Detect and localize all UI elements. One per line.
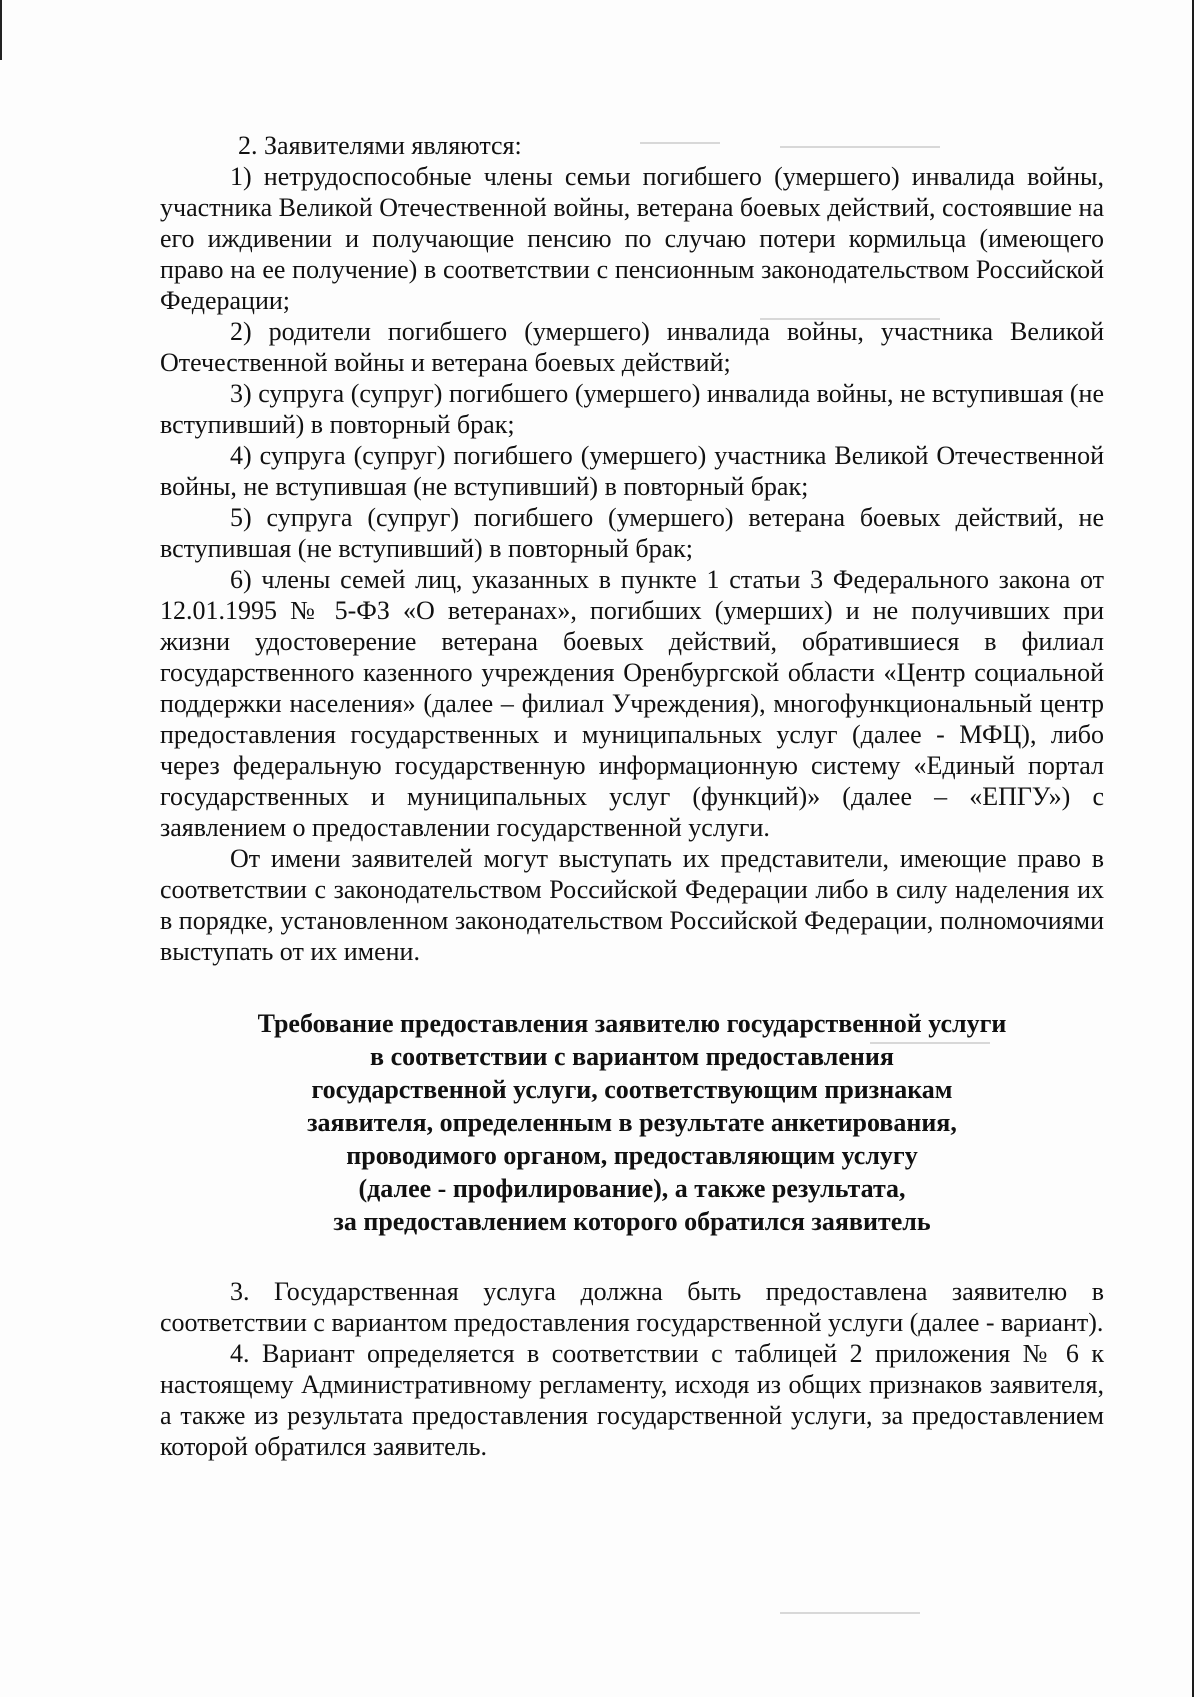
scan-edge-mark bbox=[0, 0, 2, 60]
clause-2-intro: 2. Заявителями являются: bbox=[238, 131, 522, 160]
applicant-item-4: 4) супруга (супруг) погибшего (умершего) участника Великой Отечественной войны, не вступившая (не вступивший) в повторный брак; bbox=[160, 441, 1104, 501]
heading-line: в соответствии с вариантом предоставления bbox=[370, 1042, 894, 1071]
scan-edge-line bbox=[1192, 0, 1194, 1697]
applicant-item-2: 2) родители погибшего (умершего) инвалида войны, участника Великой Отечественной войны и ветерана боевых действий; bbox=[160, 317, 1104, 377]
clause-4: 4. Вариант определяется в соответствии с таблицей 2 приложения № 6 к настоящему Административному регламенту, исходя из общих признаков заявителя, а также из результата предоставления государственной услуги, за предоставлением которой обратился заявитель. bbox=[160, 1339, 1104, 1461]
representatives-paragraph: От имени заявителей могут выступать их представители, имеющие право в соответствии с законодательством Российской Федерации либо в силу наделения их в порядке, установленном законодательством Российской Федерации, полномочиями выступать от их имени. bbox=[160, 844, 1104, 966]
heading-line: государственной услуги, соответствующим признакам bbox=[311, 1075, 953, 1104]
document-body bbox=[160, 130, 1104, 1462]
heading-line: (далее - профилирование), а также результата, bbox=[358, 1174, 906, 1203]
scan-noise bbox=[780, 1612, 920, 1614]
section-heading bbox=[160, 1007, 1104, 1238]
heading-line: проводимого органом, предоставляющим услугу bbox=[346, 1141, 918, 1170]
applicant-item-1: 1) нетрудоспособные члены семьи погибшего (умершего) инвалида войны, участника Великой Отечественной войны, ветерана боевых действий, состоявшие на его иждивении и получающие пенсию по случаю потери кормильца (имеющего право на ее получение) в соответствии с пенсионным законодательством Российской Федерации; bbox=[160, 162, 1104, 315]
heading-line: заявителя, определенным в результате анкетирования, bbox=[307, 1108, 957, 1137]
applicant-item-5: 5) супруга (супруг) погибшего (умершего) ветерана боевых действий, не вступившая (не вступивший) в повторный брак; bbox=[160, 503, 1104, 563]
clause-3: 3. Государственная услуга должна быть предоставлена заявителю в соответствии с вариантом предоставления государственной услуги (далее - вариант). bbox=[160, 1277, 1104, 1337]
applicant-item-3: 3) супруга (супруг) погибшего (умершего) инвалида войны, не вступившая (не вступивший) в повторный брак; bbox=[160, 379, 1104, 439]
heading-line: за предоставлением которого обратился заявитель bbox=[333, 1207, 931, 1236]
heading-line: Требование предоставления заявителю государственной услуги bbox=[257, 1009, 1007, 1038]
applicant-item-6: 6) члены семей лиц, указанных в пункте 1 статьи 3 Федерального закона от 12.01.1995 № 5-ФЗ «О ветеранах», погибших (умерших) и не получивших при жизни удостоверение ветерана боевых действий, обратившиеся в филиал государственного казенного учреждения Оренбургской области «Центр социальной поддержки населения» (далее – филиал Учреждения), многофункциональный центр предоставления государственных и муниципальных услуг (далее - МФЦ), либо через федеральную государственную информационную систему «Единый портал государственных и муниципальных услуг (функций)» (далее – «ЕПГУ») с заявлением о предоставлении государственной услуги. bbox=[160, 565, 1104, 842]
